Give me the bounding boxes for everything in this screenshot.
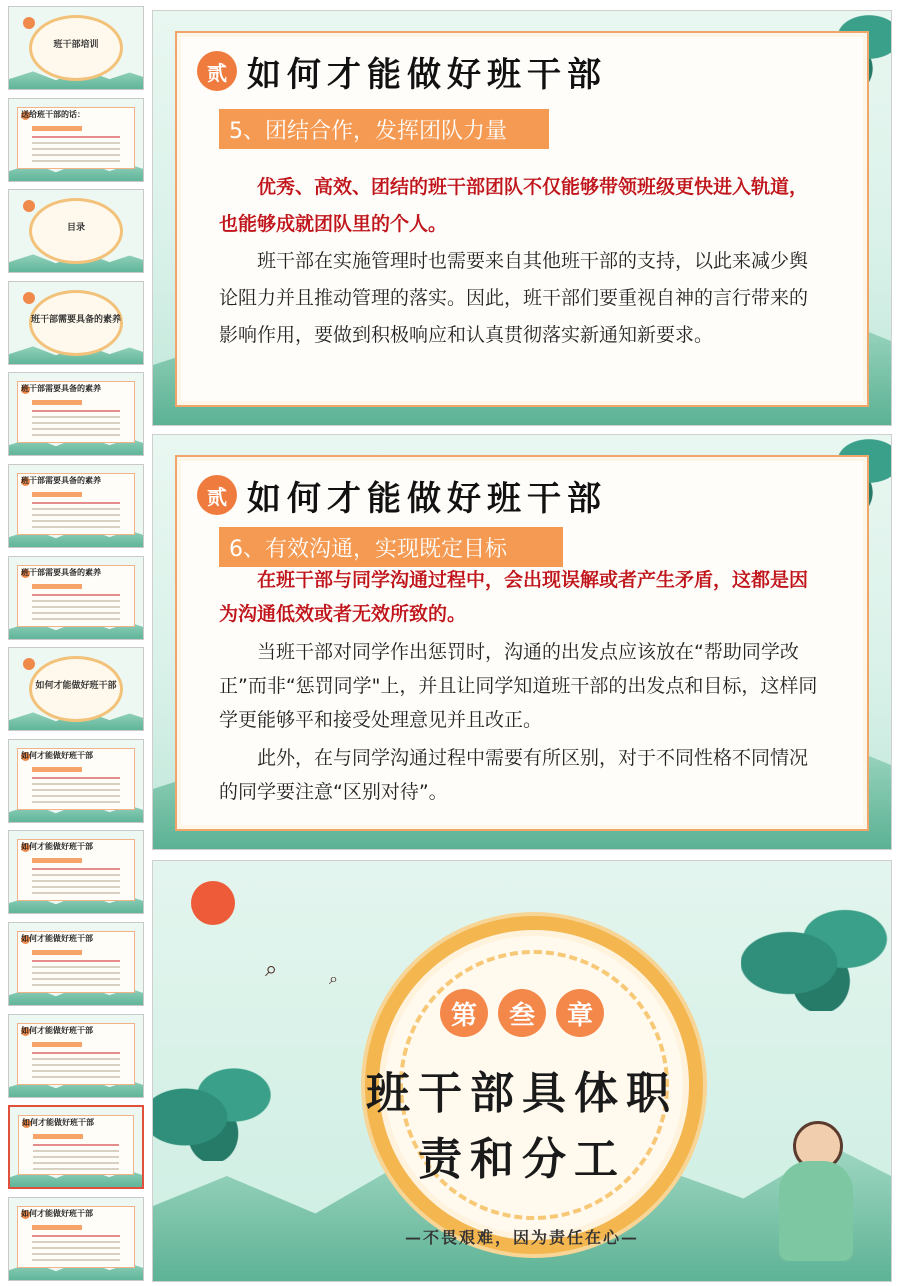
thumbnail-sun-icon xyxy=(23,292,35,304)
slide-thumbnail[interactable] xyxy=(8,98,144,182)
thumbnail-text-line xyxy=(33,1162,119,1164)
thumbnail-title: 班干部需要具备的素养 xyxy=(21,383,101,393)
emphasis-paragraph: 优秀、高效、团结的班干部团队不仅能够带领班级更快进入轨道，也能够成就团队里的个人。 xyxy=(219,176,809,235)
slide-chapter-three-cover[interactable] xyxy=(152,860,892,1282)
thumbnail-title: 如何才能做好班干部 xyxy=(21,1025,93,1035)
slide-header xyxy=(197,47,607,95)
thumbnail-title: 班干部需要具备的素养 xyxy=(21,567,101,577)
thumbnail-text-line xyxy=(32,1064,120,1066)
slide-thumbnail[interactable] xyxy=(8,6,144,90)
slide-title: 如何才能做好班干部 xyxy=(247,54,607,95)
thumbnail-text-line xyxy=(33,1144,119,1146)
chapter-badge: 贰 xyxy=(197,475,237,515)
thumbnail-text-line xyxy=(32,789,120,791)
thumbnail-text-line xyxy=(32,410,120,412)
slide-thumbnail[interactable] xyxy=(8,372,144,456)
thumbnail-text-line xyxy=(32,966,120,968)
chapter-char: 第 xyxy=(440,989,488,1037)
thumbnail-title: 如何才能做好班干部 xyxy=(21,841,93,851)
thumbnail-text-line xyxy=(32,1259,120,1261)
thumbnail-text-line xyxy=(32,795,120,797)
emphasis-paragraph: 在班干部与同学沟通过程中，会出现误解或者产生矛盾，这都是因为沟通低效或者无效所致的。 xyxy=(219,569,809,625)
thumbnail-title: 如何才能做好班干部 xyxy=(21,1208,93,1218)
thumbnail-text-line xyxy=(32,960,120,962)
thumbnail-text-line xyxy=(32,1052,120,1054)
thumbnail-sun-icon xyxy=(23,200,35,212)
thumbnail-subhead-bar xyxy=(32,400,82,405)
swallow-icon: ⌕ xyxy=(265,957,278,982)
thumbnail-text-line xyxy=(32,428,120,430)
thumbnail-title: 目录 xyxy=(66,223,85,233)
thumbnail-subhead-bar xyxy=(33,1134,83,1139)
chapter-subtitle: —不畏艰难，因为责任在心— xyxy=(404,1228,639,1247)
thumbnail-subhead-bar xyxy=(32,492,82,497)
slide-thumbnail[interactable] xyxy=(8,1014,144,1098)
slide-effective-communication[interactable] xyxy=(152,434,892,850)
thumbnail-text-line xyxy=(32,1235,120,1237)
thumbnail-text-line xyxy=(32,154,120,156)
chapter-title-line2: 责和分工 xyxy=(418,1134,626,1185)
thumbnail-text-line xyxy=(32,142,120,144)
thumbnail-text-line xyxy=(32,1076,120,1078)
slide-thumbnail[interactable] xyxy=(8,647,144,731)
thumbnail-text-line xyxy=(32,1058,120,1060)
thumbnail-text-line xyxy=(33,1150,119,1152)
swallow-icon: ⌕ xyxy=(329,969,338,988)
chapter-label xyxy=(153,989,891,1037)
thumbnail-text-line xyxy=(32,972,120,974)
thumbnail-text-line xyxy=(32,416,120,418)
student-body xyxy=(779,1161,853,1261)
thumbnail-text-line xyxy=(32,1247,120,1249)
chapter-char: 叁 xyxy=(498,989,546,1037)
chapter-char: 章 xyxy=(556,989,604,1037)
slide-title: 如何才能做好班干部 xyxy=(247,478,607,519)
slide-thumbnail[interactable] xyxy=(8,556,144,640)
thumbnail-subhead-bar xyxy=(32,1042,82,1047)
thumbnail-text-line xyxy=(32,422,120,424)
thumbnail-title: 如何才能做好班干部 xyxy=(22,1117,94,1127)
chapter-badge: 贰 xyxy=(197,51,237,91)
thumbnail-title: 班干部培训 xyxy=(53,40,99,50)
thumbnail-text-line xyxy=(32,600,120,602)
thumbnail-title: 如何才能做好班干部 xyxy=(35,681,117,691)
thumbnail-text-line xyxy=(33,1168,119,1170)
body-paragraph: 此外，在与同学沟通过程中需要有所区别，对于不同性格不同情况的同学要注意“区别对待”。 xyxy=(219,747,809,803)
thumbnail-text-line xyxy=(32,984,120,986)
thumbnail-text-line xyxy=(32,136,120,138)
thumbnail-title: 送给班干部的话： xyxy=(21,109,85,119)
thumbnail-text-line xyxy=(32,618,120,620)
thumbnail-text-line xyxy=(32,434,120,436)
slide-thumbnail[interactable] xyxy=(8,281,144,365)
thumbnail-sun-icon xyxy=(23,658,35,670)
student-illustration xyxy=(771,1121,861,1271)
thumbnail-subhead-bar xyxy=(32,858,82,863)
thumbnail-text-line xyxy=(32,606,120,608)
thumbnail-text-line xyxy=(32,978,120,980)
thumbnail-text-line xyxy=(32,502,120,504)
thumbnail-title: 如何才能做好班干部 xyxy=(21,750,93,760)
thumbnail-text-line xyxy=(33,1156,119,1158)
thumbnail-title: 班干部需要具备的素养 xyxy=(21,475,101,485)
thumbnail-text-line xyxy=(32,594,120,596)
thumbnail-text-line xyxy=(32,612,120,614)
thumbnail-text-line xyxy=(32,160,120,162)
thumbnail-subhead-bar xyxy=(32,1225,82,1230)
thumbnail-title: 如何才能做好班干部 xyxy=(21,933,93,943)
slide-thumbnail[interactable] xyxy=(8,830,144,914)
thumbnail-text-line xyxy=(32,777,120,779)
slide-thumbnail[interactable] xyxy=(8,922,144,1006)
thumbnail-text-line xyxy=(32,520,120,522)
thumbnail-text-line xyxy=(32,783,120,785)
thumbnail-text-line xyxy=(32,801,120,803)
slide-thumbnail[interactable] xyxy=(8,464,144,548)
thumbnail-text-line xyxy=(32,880,120,882)
thumbnail-text-line xyxy=(32,874,120,876)
thumbnail-text-line xyxy=(32,892,120,894)
slide-team-cooperation[interactable] xyxy=(152,10,892,426)
thumbnail-text-line xyxy=(32,526,120,528)
content-card xyxy=(175,31,869,407)
chapter-title-line1: 班干部具体职 xyxy=(366,1068,678,1119)
thumbnail-text-line xyxy=(32,148,120,150)
thumbnail-sun-icon xyxy=(23,17,35,29)
section-subheading: 5、团结合作，发挥团队力量 xyxy=(219,109,549,149)
thumbnail-text-line xyxy=(32,514,120,516)
slide-thumbnail[interactable] xyxy=(8,739,144,823)
slide-thumbnail[interactable] xyxy=(8,189,144,273)
thumbnail-text-line xyxy=(32,508,120,510)
thumbnail-text-line xyxy=(32,886,120,888)
thumbnail-subhead-bar xyxy=(32,950,82,955)
thumbnail-text-line xyxy=(32,868,120,870)
sun-decoration xyxy=(191,881,235,925)
thumbnail-subhead-bar xyxy=(32,767,82,772)
slide-header xyxy=(197,471,607,519)
body-paragraph: 当班干部对同学作出惩罚时，沟通的出发点应该放在“帮助同学改正”而非“惩罚同学"上，并且让同学知道班干部的出发点和目标，这样同学更能够平和接受处理意见并且改正。 xyxy=(219,641,818,731)
body-paragraph: 班干部在实施管理时也需要来自其他班干部的支持，以此来减少舆论阻力并且推动管理的落实。因此，班干部们要重视自神的言行带来的影响作用，要做到积极响应和认真贯彻落实新通知新要求。 xyxy=(219,250,809,346)
thumbnail-text-line xyxy=(32,1070,120,1072)
thumbnail-subhead-bar xyxy=(32,584,82,589)
thumbnail-text-line xyxy=(32,1241,120,1243)
thumbnail-text-line xyxy=(32,1253,120,1255)
content-card xyxy=(175,455,869,831)
slide-thumbnail[interactable] xyxy=(8,1197,144,1281)
section-subheading: 6、有效沟通，实现既定目标 xyxy=(219,527,563,567)
thumbnail-title: 班干部需要具备的素养 xyxy=(30,315,121,325)
slide-thumbnail[interactable] xyxy=(8,1105,144,1189)
thumbnail-subhead-bar xyxy=(32,126,82,131)
